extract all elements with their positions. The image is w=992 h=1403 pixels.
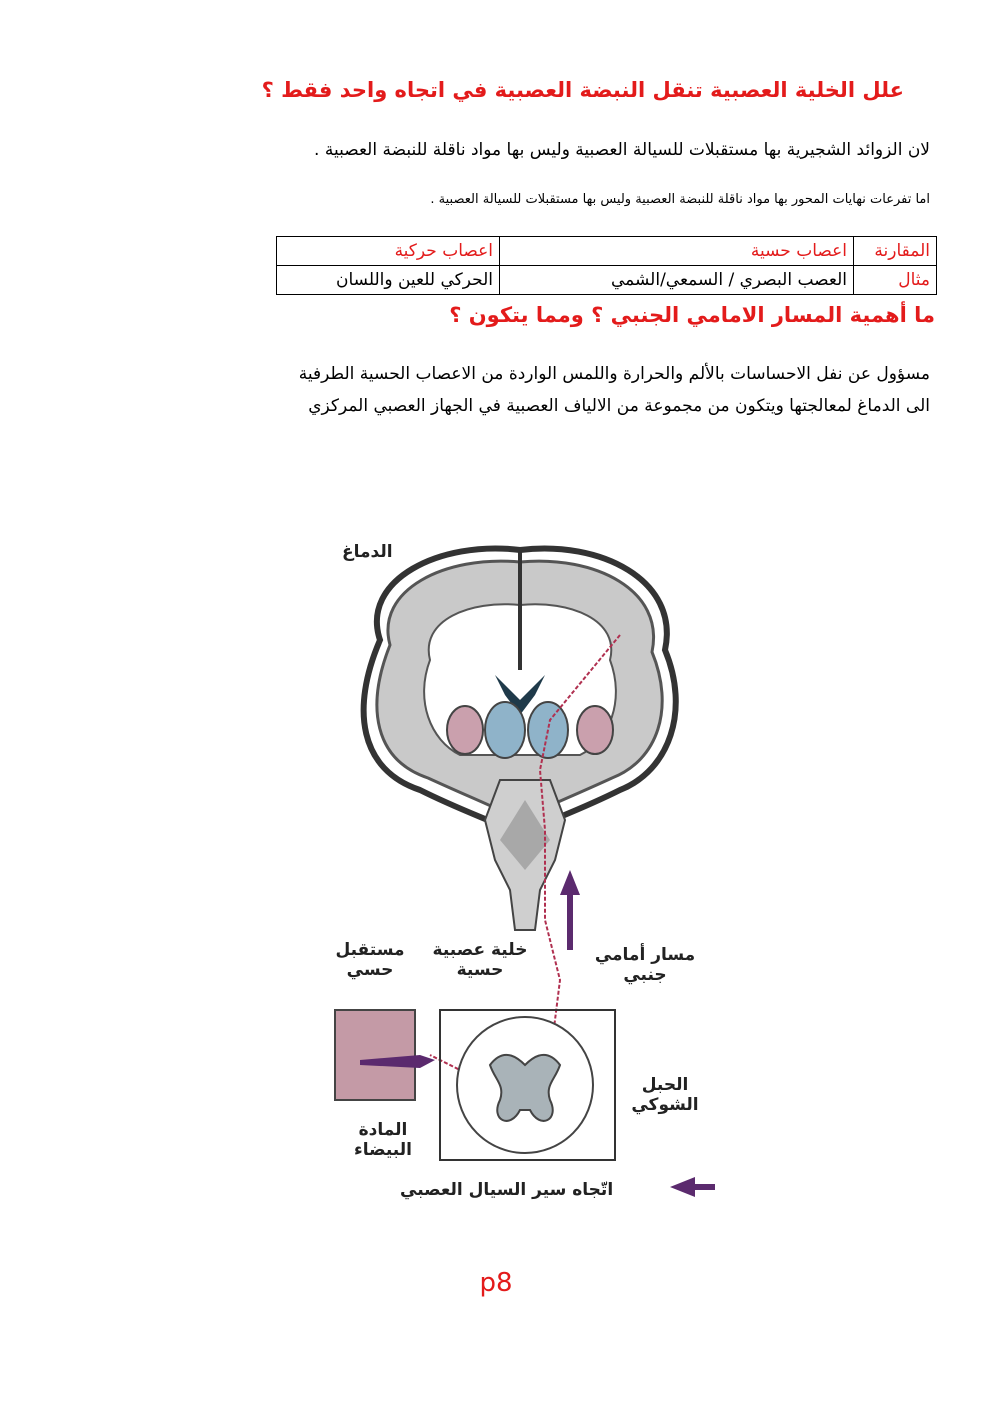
label-white-matter: المادة البيضاء — [354, 1120, 412, 1160]
table-cell: الحركي للعين واللسان — [277, 266, 500, 295]
label-direction: اتّجاه سير السيال العصبي — [400, 1180, 614, 1200]
comparison-table — [276, 236, 937, 295]
answer-line: مسؤول عن نفل الاحساسات بالألم والحرارة واللمس الواردة من الاعصاب الحسية الطرفية — [298, 364, 930, 384]
receptor-box — [335, 1010, 415, 1100]
answer-paragraph-3 — [55, 358, 930, 422]
basal-ganglia-right — [577, 706, 613, 754]
answer-line: الى الدماغ لمعالجتها ويتكون من مجموعة من الالياف العصبية في الجهاز العصبي المركزي — [308, 396, 930, 416]
answer-paragraph-2: اما تفرعات نهايات المحور بها مواد ناقلة للنبضة العصبية وليس بها مستقبلات للسيالة العصبية . — [430, 192, 930, 207]
label-brain: الدماغ — [342, 542, 393, 562]
brain-spinal-cord-diagram — [320, 520, 720, 1220]
table-header-row — [277, 237, 937, 266]
question-heading-1: علل الخلية العصبية تنقل النبضة العصبية في اتجاه واحد فقط ؟ — [261, 78, 904, 102]
table-cell: اعصاب حسية — [500, 237, 854, 266]
thalamus-left — [485, 702, 525, 758]
table-cell: اعصاب حركية — [277, 237, 500, 266]
up-arrow-head — [560, 870, 580, 895]
answer-paragraph-1: لان الزوائد الشجيرية بها مستقبلات للسيالة العصبية وليس بها مواد ناقلة للنبضة العصبية . — [314, 140, 930, 160]
label-spinal-cord: الحبل الشوكي — [631, 1075, 699, 1115]
basal-ganglia-left — [447, 706, 483, 754]
label-pathway: مسار أمامي جنبي — [594, 945, 696, 985]
table-cell: العصب البصري / السمعي/الشمي — [500, 266, 854, 295]
table-row — [277, 266, 937, 295]
label-neuron: خلية عصبية حسية — [432, 940, 528, 980]
table-cell: المقارنة — [854, 237, 937, 266]
question-heading-2: ما أهمية المسار الامامي الجنبي ؟ ومما يتكون ؟ — [449, 303, 935, 327]
page-number: p8 — [479, 1268, 513, 1298]
table-cell: مثال — [854, 266, 937, 295]
direction-arrow — [670, 1177, 715, 1197]
spinothalamic-figure — [320, 520, 720, 1220]
label-receptor: مستقبل حسي — [335, 940, 405, 980]
